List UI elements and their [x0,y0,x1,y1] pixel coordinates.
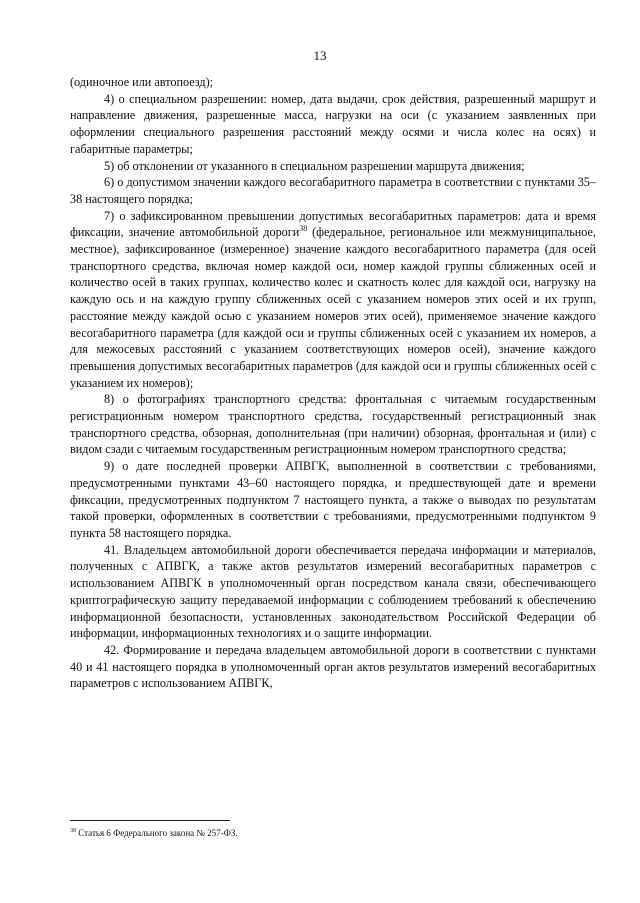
footnote-ref-38[interactable]: 38 [299,224,308,234]
paragraph-item-7 [70,208,596,392]
paragraph-clause-42: 42. Формирование и передача владельцем автомобильной дороги в соответствии с пунктами 40 и 41 настоящего порядка в уполномоченный орган актов результатов измерений весогабаритных параметров с использованием АПВГК, [70,642,596,691]
footnote-marker: 38 [70,828,76,834]
paragraph-item-6: 6) о допустимом значении каждого весогабаритного параметра в соответствии с пунктами 35–38 настоящего порядка; [70,175,596,206]
footnote-text: Статья 6 Федерального закона № 257-ФЗ. [76,828,238,838]
paragraph-continuation: (одиночное или автопоезд); [70,75,214,89]
paragraph-item-8: 8) о фотографиях транспортного средства: фронтальная с читаемым государственным регистрационным номером транспортного средства, государственный регистрационный знак транспортного средства, обзорная, дополнительная (при наличии) обзорная, фронтальная и (или) с видом сзади с читаемым государственным регистрационным номером транспортного средства; [70,392,596,457]
paragraph-item-5: 5) об отклонении от указанного в специальном разрешении маршрута движения; [104,158,525,173]
paragraph-item-7-text-end: (федеральное, региональное или межмуниципальное, местное), зафиксированное (измеренное) значение каждого весогабаритного параметра (для осей транспортного средства, включая номер каждой оси, номер каждой группы сближенных осей и количество осей в таких группах, количество колес и скатность колес для каждой оси, нагрузку на каждую ось и на каждую группу сближенных осей с указанием номеров этих осей и их групп, расстояние между каждой осью с указанием номеров этих осей), применяемое значение каждого весогабаритного параметра (для каждой оси и группы сближенных осей с указанием их номеров, а для межосевых расстояний с указанием соответствующих номеров осей), значение каждого превышения допустимых весогабаритных параметров (для каждой оси и группы сближенных осей с указанием их номеров); [70,225,596,390]
paragraph-item-9: 9) о дате последней проверки АПВГК, выполненной в соответствии с требованиями, предусмотренными пунктами 43–60 настоящего порядка, и предшествующей дате и времени фиксации, предусмотренных подпунктом 7 настоящего пункта, а также о выводах по результатам такой проверки, оформленных в соответствии с требованиями, предусмотренными подпунктом 9 пункта 58 настоящего порядка. [70,459,596,540]
paragraph-item-4: 4) о специальном разрешении: номер, дата выдачи, срок действия, разрешенный маршрут и направление движения, разрешенные масса, нагрузки на оси (с указанием заявленных при оформлении специального разрешения расстояний между осями и числа колес на осях) и габаритные параметры; [70,91,596,156]
footnote-38 [70,827,596,839]
page-number: 13 [313,48,327,63]
document-body [70,74,596,692]
paragraph-clause-41: 41. Владельцем автомобильной дороги обеспечивается передача информации и материалов, полученных с АПВГК, а также актов результатов измерений весогабаритных параметров с использованием АПВГК в уполномоченный орган посредством канала связи, обеспечивающего криптографическую защиту передаваемой информации с соблюдением требований к обеспечению информационной безопасности, установленных законодательством Российской Федерации об информации, информационных технологиях и о защите информации. [70,542,596,641]
paragraph-item-7-text-start: 7) о зафиксированном превышении допустимых весогабаритных параметров: дата и время фиксации, значение автомобильной дороги [70,208,596,240]
footnote-divider [70,820,230,821]
